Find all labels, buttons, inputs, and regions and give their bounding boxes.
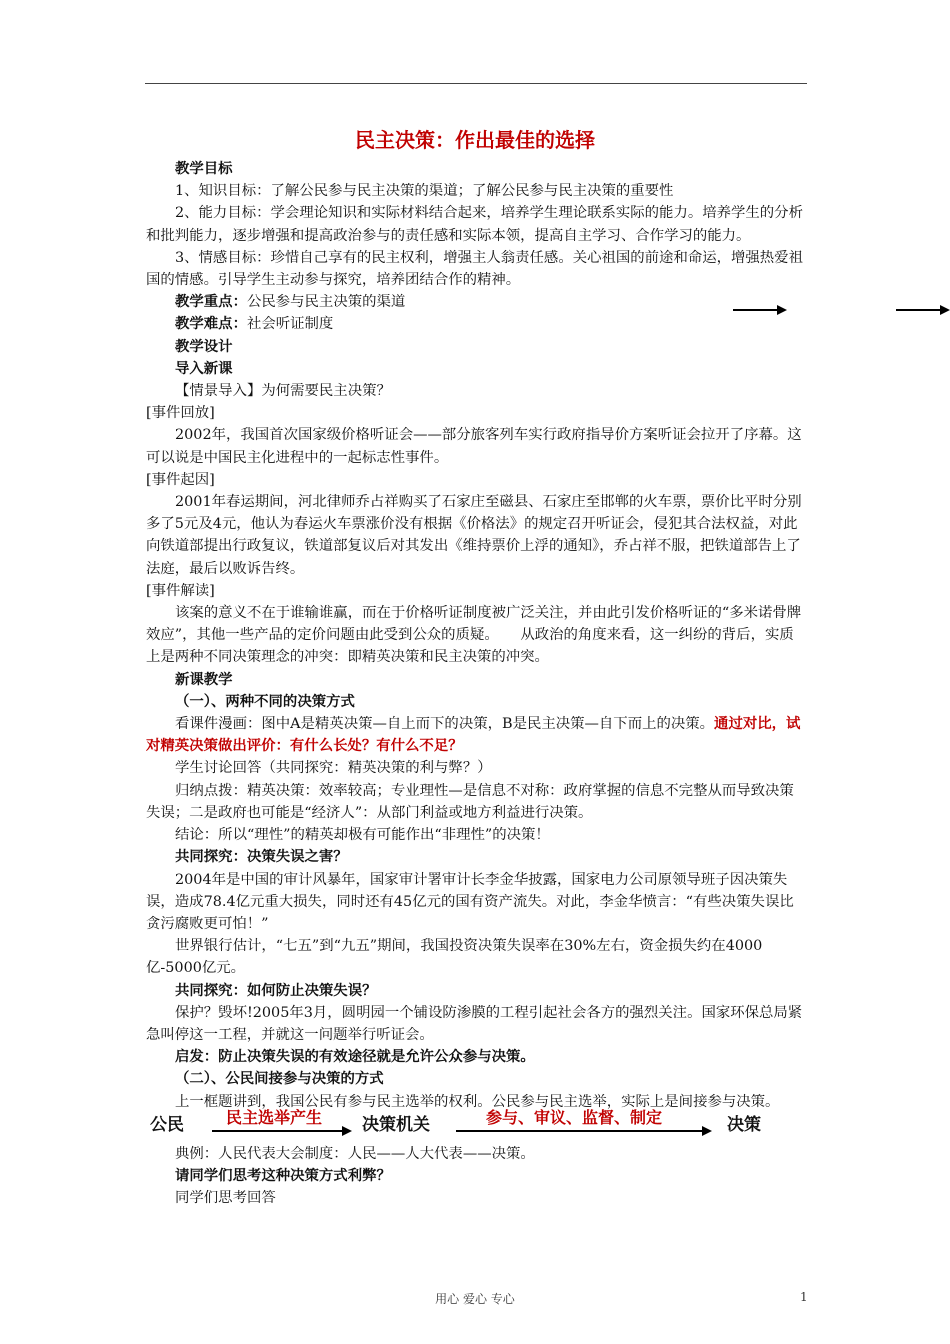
objectives-heading: 教学目标	[175, 160, 233, 177]
conclusion-paragraph: 结论：所以“理性”的精英却极有可能作出“非理性”的决策！	[175, 827, 550, 844]
flow-node-decision: 决策	[727, 1115, 761, 1135]
section-two-heading: （二）、公民间接参与决策的方式	[175, 1070, 384, 1088]
design-heading: 教学设计	[175, 337, 233, 355]
yuanmingyuan-paragraph: 保护？毁坏!2005年3月，圆明园一个铺设防渗膜的工程引起社会各方的强烈关注。国家环保总局紧急叫停这一工程，并就这一问题举行听证会。	[146, 1004, 803, 1043]
event-cause-text: 2001年春运期间，河北律师乔占祥购买了石家庄至磁县、石家庄至邯郸的火车票，票价比平时分别多了5元及4元，他认为春运火车票涨价没有根据《价格法》的规定召开听证会，侵犯其合法权益，对此向铁道部提出行政复议，铁道部复议后对其发出《维持票价上浮的通知》，乔占祥不服，把铁道部告上了法庭，最后以败诉告终。	[146, 494, 802, 577]
inspiration-paragraph: 启发：防止决策失误的有效途径就是允许公众参与决策。	[175, 1048, 535, 1066]
key-text: 公民参与民主决策的渠道	[246, 294, 406, 311]
event-replay-heading: [事件回放]	[146, 405, 215, 422]
world-bank-paragraph: 世界银行估计，“七五”到“九五”期间，我国投资决策失误率在30%左右，资金损失约在4000亿-5000亿元。	[146, 938, 763, 977]
flow-node-decision-body: 决策机关	[362, 1115, 430, 1135]
page-number: 1	[800, 1290, 808, 1304]
teaching-difficulty	[146, 313, 808, 335]
key-label: 教学重点：	[175, 293, 247, 311]
event-cause-heading: [事件起因]	[146, 471, 215, 488]
document-body-continued	[146, 1143, 808, 1210]
difficulty-label: 教学难点：	[175, 315, 247, 333]
think-question: 请同学们思考这种决策方式利弊？	[175, 1167, 391, 1185]
objective-emotion: 3、情感目标：珍惜自己享有的民主权利，增强主人翁责任感。关心祖国的前途和命运，增强热爱祖国的情感。引导学生主动参与探究，培养团结合作的精神。	[146, 249, 803, 289]
intro-heading: 导入新课	[175, 359, 233, 377]
answer-prompt: 同学们思考回答	[175, 1190, 276, 1207]
flow-arrow-1	[212, 1130, 350, 1132]
teaching-key-point	[146, 291, 808, 313]
scene-intro: 【情景导入】为何需要民主决策？	[175, 383, 391, 400]
footer-text: 用心 爱心 专心	[435, 1292, 515, 1306]
right-arrow-2	[896, 309, 948, 311]
explore-prevent-heading: 共同探究：如何防止决策失误？	[175, 981, 377, 999]
decision-flow-diagram	[0, 1100, 950, 1140]
new-lesson-heading: 新课教学	[175, 670, 233, 688]
explore-harm-heading: 共同探究：决策失误之害？	[175, 848, 348, 866]
flow-node-citizen: 公民	[150, 1115, 184, 1135]
comic-paragraph	[146, 713, 808, 757]
section-one-heading: （一）、两种不同的决策方式	[175, 692, 355, 710]
event-interpretation-text: 该案的意义不在于谁输谁赢，而在于价格听证制度被广泛关注，并由此引发价格听证的“多米诺骨牌效应”，其他一些产品的定价问题由此受到公众的质疑。 从政治的角度来看，这一纠纷的背后，实质上是两种不同决策理念的冲突：即精英决策和民主决策的冲突。	[146, 605, 802, 666]
right-arrow-1	[733, 309, 785, 311]
indirect-participation-paragraph: 上一框题讲到，我国公民有参与民主选举的权利。公民参与民主选举，实际上是间接参与决策。	[175, 1093, 780, 1110]
flow-label-participation: 参与、审议、监督、制定	[486, 1108, 663, 1127]
example-paragraph: 典例：人民代表大会制度：人民——人大代表——决策。	[175, 1146, 535, 1162]
flow-arrow-2	[456, 1130, 710, 1132]
flow-label-election: 民主选举产生	[226, 1108, 323, 1127]
difficulty-text: 社会听证制度	[246, 316, 334, 333]
document-body	[146, 158, 808, 1113]
discussion-paragraph: 学生讨论回答（共同探究：精英决策的利与弊？）	[175, 760, 492, 777]
page-title: 民主决策：作出最佳的选择	[355, 128, 595, 152]
audit-paragraph: 2004年是中国的审计风暴年，国家审计署审计长李金华披露，国家电力公司原领导班子因决策失误，造成78.4亿元重大损失，同时还有45亿元的国有资产流失。对此，李金华愤言：“有些决策失误比贪污腐败更可怕！”	[146, 871, 794, 932]
header-rule	[145, 83, 807, 84]
comparison-question: 通过对比，试对精英决策做出评价：有什么长处？有什么不足？	[146, 715, 801, 755]
summary-paragraph: 归纳点拨：精英决策：效率较高；专业理性—是信息不对称：政府掌握的信息不完整从而导致决策失误；二是政府也可能是“经济人”：从部门利益或地方利益进行决策。	[146, 782, 794, 821]
objective-ability: 2、能力目标：学会理论知识和实际材料结合起来，培养学生理论联系实际的能力。培养学生的分析和批判能力，逐步增强和提高政治参与的责任感和实际本领，提高自主学习、合作学习的能力。	[146, 205, 803, 244]
comic-text: 看课件漫画：图中A是精英决策—自上而下的决策，B是民主决策—自下而上的决策。	[175, 716, 715, 733]
event-interpretation-heading: [事件解读]	[146, 582, 215, 599]
objective-knowledge: 1、知识目标：了解公民参与民主决策的渠道；了解公民参与民主决策的重要性	[175, 183, 674, 200]
event-replay-text: 2002年，我国首次国家级价格听证会——部分旅客列车实行政府指导价方案听证会拉开了序幕。这可以说是中国民主化进程中的一起标志性事件。	[146, 427, 802, 466]
